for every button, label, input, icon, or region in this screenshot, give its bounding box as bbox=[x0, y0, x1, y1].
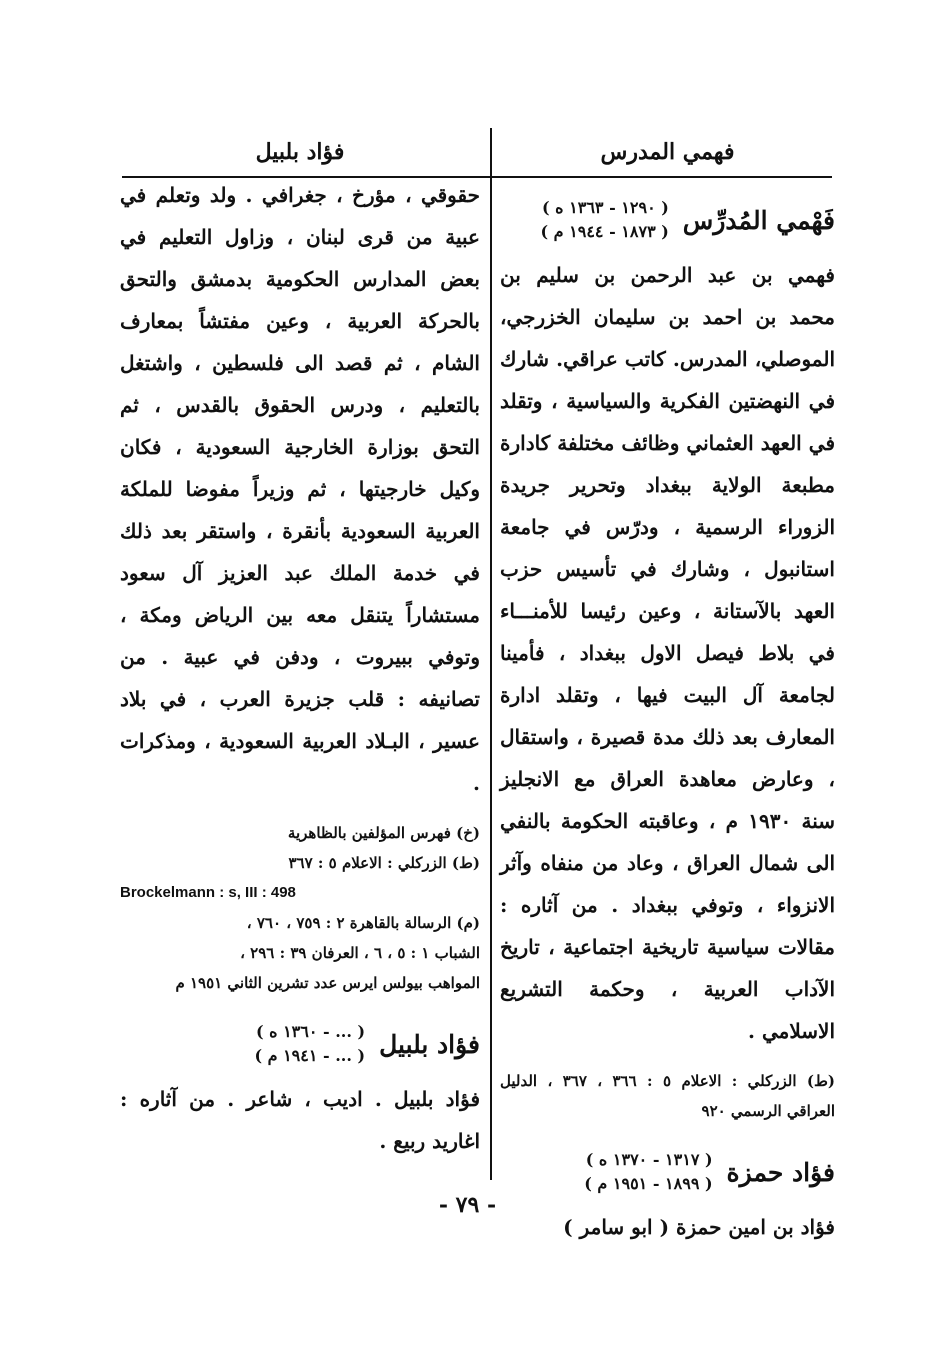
continued-entry-body: حقوقي ، مؤرخ ، جغرافي . ولد وتعلم في عبية من قرى لبنان ، وزاول التعليم في بعض المدارس الحكومية بدمشق والتحق بالحركة العربية ، وعين مفتشاً بمعارف الشام ، ثم قصد الى فلسطين ، واشتغل بالتعليم ، ودرس الحقوق بالقدس ، ثم التحق بوزارة الخارجية السعودية ، فكان وكيل خارجيتها ، ثم وزيراً مفوضا للملكة العربية السعودية بأنقرة ، واستقر بعد ذلك في خدمة الملك عبد العزيز آل سعود مستشاراً يتنقل معه بين الرياض ومكة ، وتوفي ببيروت ، ودفن في عبية . من تصانيفه : قلب جزيرة العرب ، في بلاد عسير ، البـلاد العربية السعودية ، ومذكرات . bbox=[120, 183, 480, 795]
dates-gregorian: ( ... - ١٩٤١ م ) bbox=[254, 1046, 366, 1065]
entry-heading-fuad-bulbul bbox=[120, 1020, 480, 1068]
entry-name: فؤاد بلبيل bbox=[379, 1029, 480, 1059]
entry-name: فَهْمي المُدرِّس bbox=[682, 205, 835, 235]
entry-body: فؤاد بن امين حمزة ( ابو سامر ) bbox=[563, 1215, 835, 1239]
reference-line: (م) الرسالة بالقاهرة ٢ : ٧٥٩ ، ٧٦٠ ، bbox=[246, 914, 480, 932]
entry-body: فهمي بن عبد الرحمن بن سليم بن محمد بن احمد بن سليمان الخزرجي، الموصلي، المدرس. كاتب عراقي. شارك في النهضتين الفكرية والسياسية ، وتقلد في العهد العثماني وظائف مختلفة كادارة مطبعة الولاية ببغداد وتحرير جريدة الزوراء الرسمية ، ودرّس في جامعة استانبول ، وشارك في تأسيس حزب العهد بالآستانة ، وعين رئيسا للأمنـــاء في بلاط فيصل الاول ببغداد ، فأمينا لجامعة آل البيت فيها ، وتقلد ادارة المعارف بعد ذلك مدة قصيرة ، واستقال ، وعارض معاهدة العراق مع الانجليز سنة ١٩٣٠ م ، وعاقبته الحكومة بالنفي الى شمال العراق ، وعاد من منفاه وآثر الانزواء ، وتوفي ببغداد . من آثاره : مقالات سياسية تاريخية اجتماعية ، تاريخ الآداب العربية ، وحكمة التشريع الاسلامي . bbox=[500, 263, 835, 1043]
right-running-header: فهمي المدرس bbox=[600, 139, 735, 165]
entry-heading-fuad-hamza bbox=[500, 1148, 835, 1196]
dates-hijri: ( ... - ١٣٦٠ ه ) bbox=[255, 1022, 366, 1041]
entry-dates bbox=[541, 196, 669, 244]
left-column bbox=[120, 130, 480, 1162]
reference-latin: Brockelmann : s, III : 498 bbox=[120, 884, 296, 901]
left-running-header: فؤاد بلبيل bbox=[255, 139, 345, 165]
dates-hijri: ( ١٢٩٠ - ١٣٦٣ ه ) bbox=[542, 198, 669, 217]
entry-reference: (ط) الزركلي : الاعلام ٥ : ٣٦٦ ، ٣٦٧ ، الدليل العراقي الرسمي ٩٢٠ bbox=[500, 1072, 836, 1120]
column-divider bbox=[490, 128, 492, 1180]
reference-line: الشباب ١ : ٥ ، ٦ ، العرفان ٣٩ : ٢٩٦ ، bbox=[240, 944, 480, 962]
entry-dates bbox=[584, 1148, 712, 1196]
dates-hijri: ( ١٣١٧ - ١٣٧٠ ه ) bbox=[585, 1150, 713, 1169]
entry-dates bbox=[254, 1020, 365, 1068]
reference-line: (ط) الزركلي : الاعلام ٥ : ٣٦٧ bbox=[288, 854, 480, 872]
reference-line: المواهب بيولس ايرس عدد تشرين الثاني ١٩٥١ م bbox=[175, 974, 480, 992]
entry-name: فؤاد حمزة bbox=[726, 1157, 835, 1187]
right-column bbox=[500, 130, 835, 1248]
page-number: - ٧٩ - bbox=[438, 1192, 497, 1218]
entry-heading-fahmi bbox=[500, 196, 835, 244]
dates-gregorian: ( ١٨٧٣ - ١٩٤٤ م ) bbox=[540, 222, 669, 241]
entry-body: فؤاد بلبيل . اديب ، شاعر . من آثاره : اغاريد ربيع . bbox=[120, 1087, 480, 1153]
dates-gregorian: ( ١٨٩٩ - ١٩٥١ م ) bbox=[584, 1174, 713, 1193]
reference-line: (خ) فهرس المؤلفين بالظاهرية bbox=[287, 824, 480, 842]
